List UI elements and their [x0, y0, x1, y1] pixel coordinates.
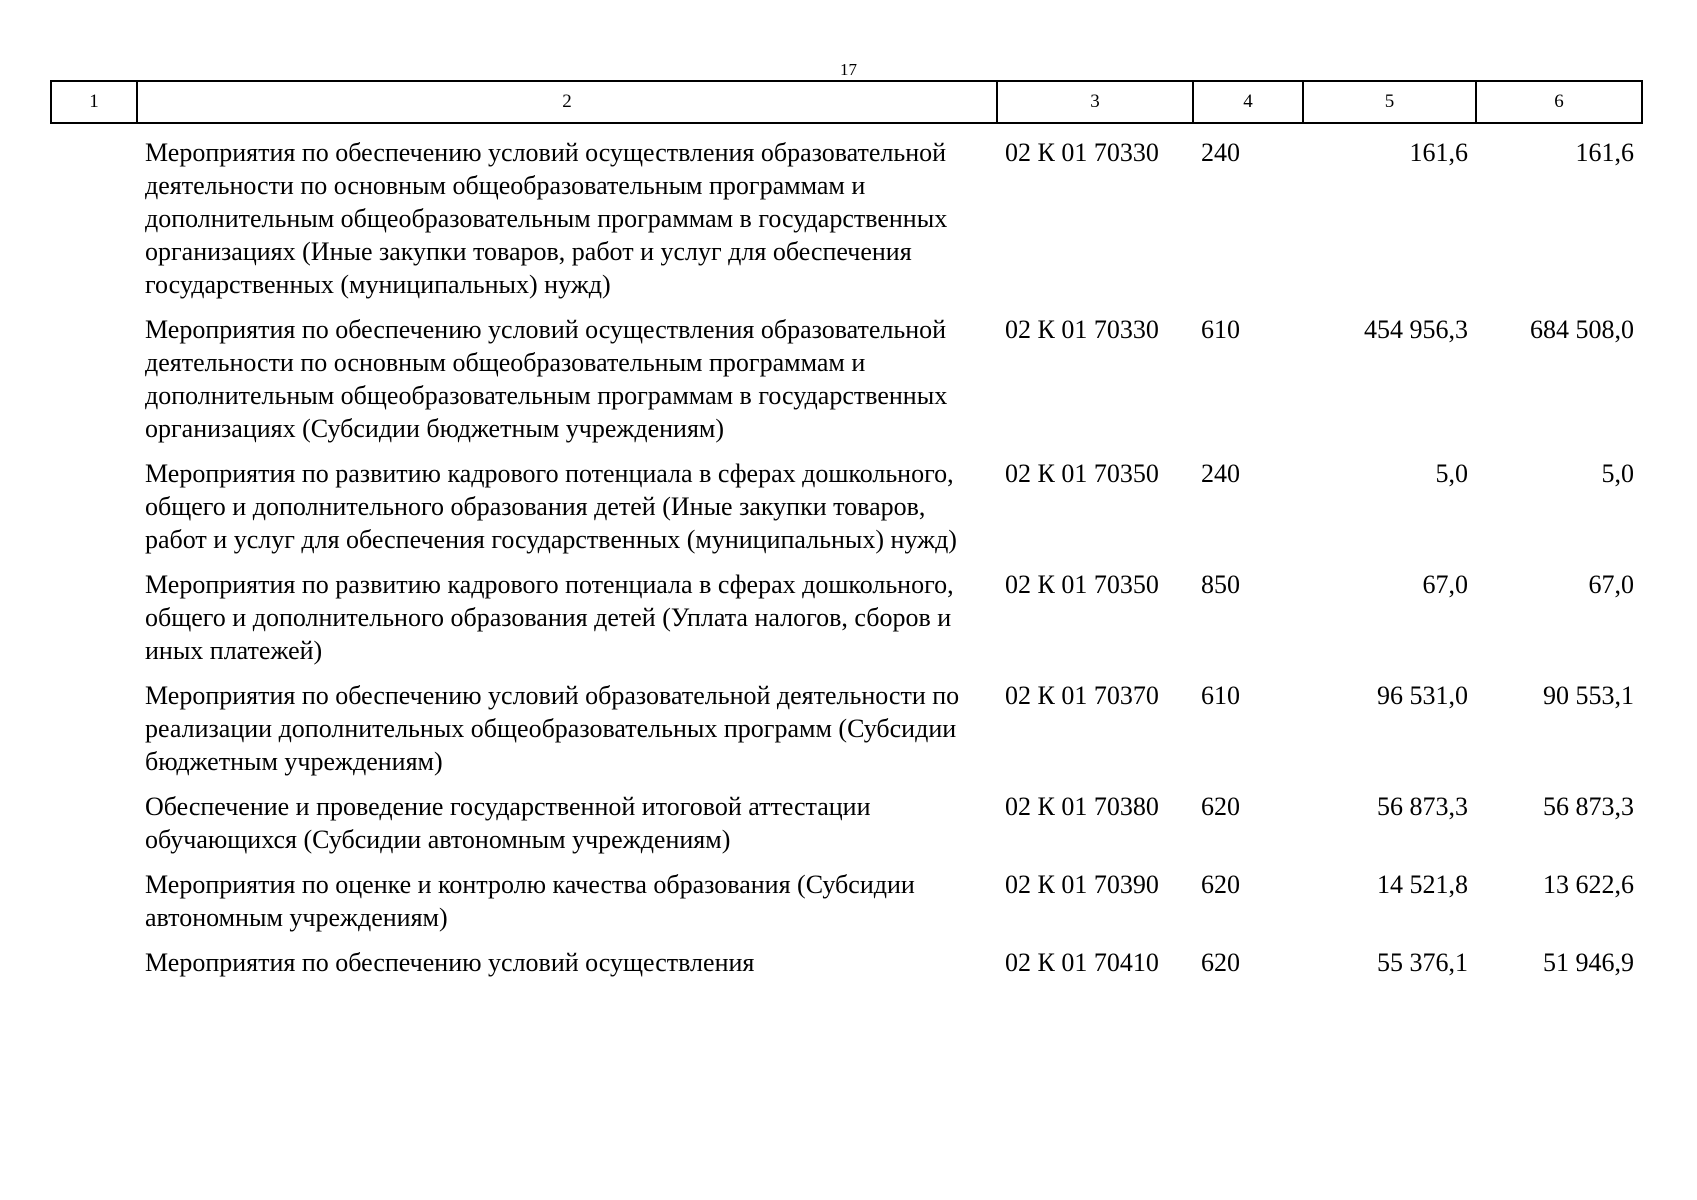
row-name: Мероприятия по обеспечению условий осуществления: [145, 948, 755, 977]
budget-table: [50, 80, 1643, 979]
row-name: Мероприятия по оценке и контролю качества образования (Субсидии автономным учреждениям): [145, 870, 915, 932]
row-value-col-6: 161,6: [1575, 138, 1634, 167]
table-row: [51, 856, 1642, 934]
table-row: [51, 445, 1642, 556]
row-name: Мероприятия по развитию кадрового потенциала в сферах дошкольного, общего и дополнительного образования детей (Иные закупки товаров, работ и услуг для обеспечения государственных (муниципальных) нужд): [145, 459, 957, 554]
row-value-col-6: 5,0: [1601, 459, 1634, 488]
header-col-6: 6: [1476, 81, 1642, 123]
row-value-col-5: 67,0: [1422, 570, 1468, 599]
row-number-cell: [51, 778, 137, 856]
row-number-cell: [51, 667, 137, 778]
table-row: [51, 301, 1642, 445]
row-value-col-5: 454 956,3: [1364, 315, 1468, 344]
row-expense-type: 850: [1201, 570, 1240, 599]
row-name: Мероприятия по обеспечению условий осуществления образовательной деятельности по основным общеобразовательным программам и дополнительным общеобразовательным программам в государственных организациях (Иные закупки товаров, работ и услуг для обеспечения государственных (муниципальных) нужд): [145, 138, 948, 299]
row-expense-type: 240: [1201, 459, 1240, 488]
row-name: Мероприятия по обеспечению условий образовательной деятельности по реализации дополнительных общеобразовательных программ (Субсидии бюджетным учреждениям): [145, 681, 960, 776]
row-expense-type: 620: [1201, 792, 1240, 821]
row-expense-type: 620: [1201, 870, 1240, 899]
header-col-5: 5: [1303, 81, 1476, 123]
row-number-cell: [51, 856, 137, 934]
row-number-cell: [51, 934, 137, 979]
row-expense-type: 610: [1201, 681, 1240, 710]
row-code: 02 К 01 70350: [1005, 570, 1159, 599]
row-expense-type: 620: [1201, 948, 1240, 977]
header-col-2: 2: [137, 81, 997, 123]
table-row: [51, 123, 1642, 301]
row-number-cell: [51, 556, 137, 667]
row-code: 02 К 01 70330: [1005, 138, 1159, 167]
row-value-col-5: 55 376,1: [1377, 948, 1468, 977]
row-number-cell: [51, 123, 137, 301]
row-code: 02 К 01 70380: [1005, 792, 1159, 821]
table-row: [51, 934, 1642, 979]
row-value-col-6: 90 553,1: [1543, 681, 1634, 710]
row-value-col-6: 51 946,9: [1543, 948, 1634, 977]
row-value-col-5: 14 521,8: [1377, 870, 1468, 899]
row-value-col-5: 56 873,3: [1377, 792, 1468, 821]
header-col-3: 3: [997, 81, 1193, 123]
row-number-cell: [51, 301, 137, 445]
table-row: [51, 778, 1642, 856]
row-expense-type: 240: [1201, 138, 1240, 167]
row-value-col-6: 56 873,3: [1543, 792, 1634, 821]
row-value-col-5: 5,0: [1435, 459, 1468, 488]
row-value-col-5: 96 531,0: [1377, 681, 1468, 710]
row-code: 02 К 01 70390: [1005, 870, 1159, 899]
row-code: 02 К 01 70330: [1005, 315, 1159, 344]
row-name: Обеспечение и проведение государственной итоговой аттестации обучающихся (Субсидии автономным учреждениям): [145, 792, 871, 854]
table-row: [51, 556, 1642, 667]
header-col-1: 1: [51, 81, 137, 123]
row-value-col-6: 13 622,6: [1543, 870, 1634, 899]
row-value-col-6: 684 508,0: [1530, 315, 1634, 344]
row-number-cell: [51, 445, 137, 556]
row-value-col-6: 67,0: [1588, 570, 1634, 599]
row-code: 02 К 01 70410: [1005, 948, 1159, 977]
row-code: 02 К 01 70370: [1005, 681, 1159, 710]
row-name: Мероприятия по развитию кадрового потенциала в сферах дошкольного, общего и дополнительного образования детей (Уплата налогов, сборов и иных платежей): [145, 570, 954, 665]
table-header-row: [51, 81, 1642, 123]
row-code: 02 К 01 70350: [1005, 459, 1159, 488]
page-number: 17: [840, 60, 857, 79]
row-expense-type: 610: [1201, 315, 1240, 344]
header-col-4: 4: [1193, 81, 1303, 123]
table-row: [51, 667, 1642, 778]
row-value-col-5: 161,6: [1409, 138, 1468, 167]
row-name: Мероприятия по обеспечению условий осуществления образовательной деятельности по основным общеобразовательным программам и дополнительным общеобразовательным программам в государственных организациях (Субсидии бюджетным учреждениям): [145, 315, 948, 443]
